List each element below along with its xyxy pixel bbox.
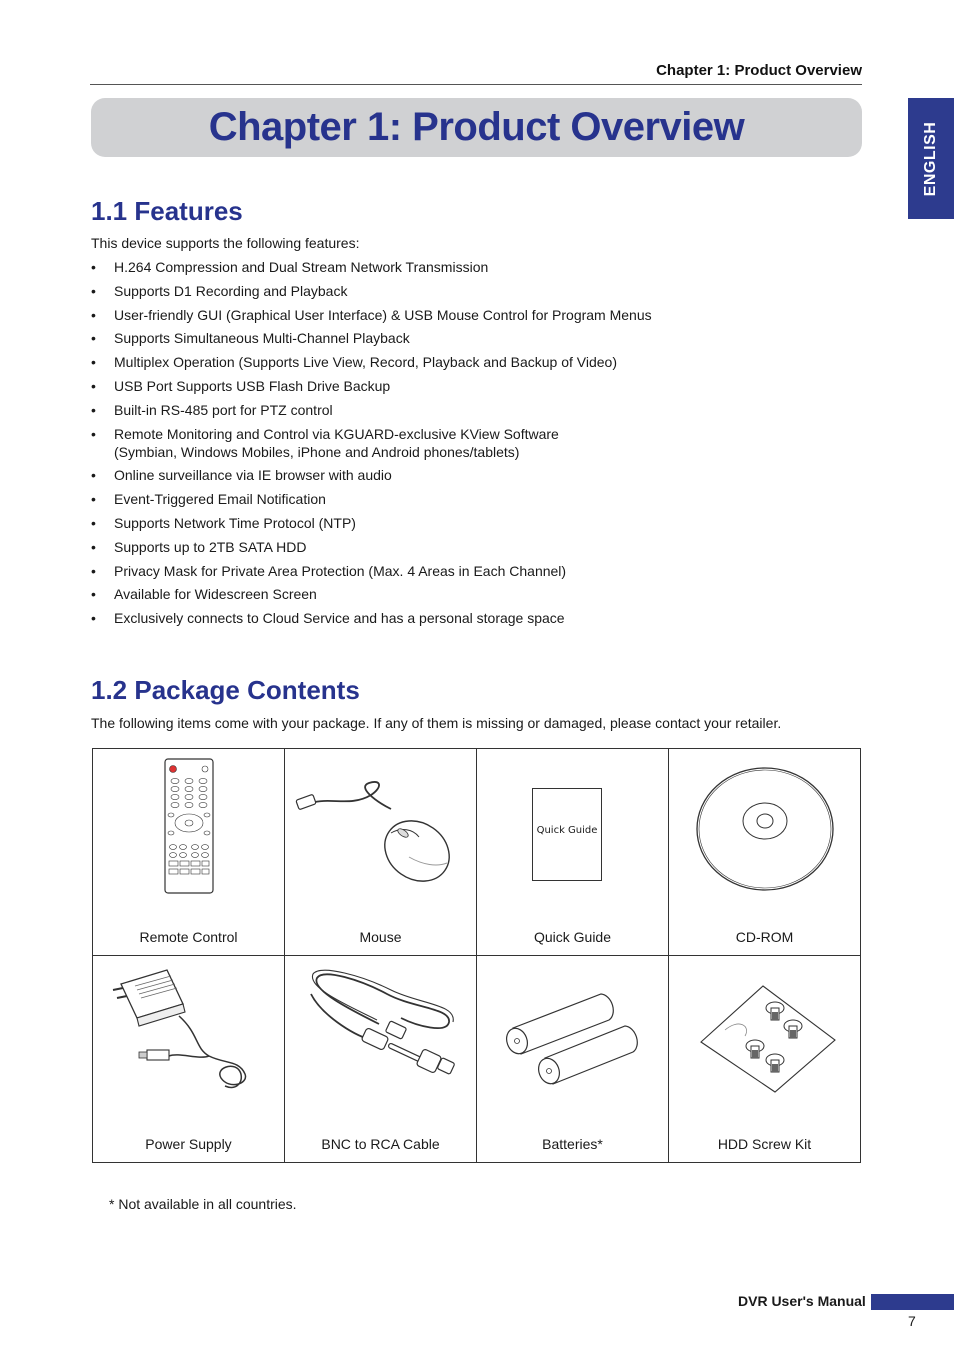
chapter-title: Chapter 1: Product Overview bbox=[208, 105, 745, 149]
running-header bbox=[90, 60, 862, 85]
list-item: • USB Port Supports USB Flash Drive Backup bbox=[91, 377, 871, 395]
package-item-mouse bbox=[285, 749, 477, 956]
running-header-title: Chapter 1: Product Overview bbox=[656, 62, 862, 79]
list-item: • Online surveillance via IE browser with audio bbox=[91, 466, 871, 484]
package-heading: 1.2 Package Contents bbox=[91, 675, 360, 705]
package-item-screw-kit bbox=[669, 956, 861, 1163]
language-tab-label: ENGLISH bbox=[922, 121, 939, 196]
page-number: 7 bbox=[908, 1313, 916, 1329]
package-contents-table bbox=[92, 748, 861, 1163]
footer-accent-bar bbox=[871, 1294, 954, 1310]
list-item: • Supports D1 Recording and Playback bbox=[91, 282, 871, 300]
cd-rom-icon bbox=[685, 757, 845, 897]
package-item-label: Mouse bbox=[359, 929, 402, 945]
list-item: • Supports Network Time Protocol (NTP) bbox=[91, 514, 871, 532]
quick-guide-icon bbox=[532, 788, 602, 881]
list-item: • Supports Simultaneous Multi-Channel Playback bbox=[91, 329, 871, 347]
power-supply-icon bbox=[99, 964, 279, 1104]
remote-control-icon bbox=[159, 757, 219, 895]
quick-guide-cover-text: Quick Guide bbox=[536, 825, 598, 836]
footer-manual-title: DVR User's Manual bbox=[738, 1293, 866, 1309]
feature-list bbox=[91, 258, 871, 633]
list-item: • Supports up to 2TB SATA HDD bbox=[91, 538, 871, 556]
features-intro: This device supports the following features: bbox=[91, 235, 360, 251]
list-item: • Remote Monitoring and Control via KGUARD-exclusive KView Software (Symbian, Windows Mobiles, iPhone and Android phones/tablets) bbox=[91, 425, 871, 461]
package-item-batteries bbox=[477, 956, 669, 1163]
package-item-label: Power Supply bbox=[145, 1136, 232, 1152]
package-item-label: Quick Guide bbox=[533, 929, 612, 945]
package-item-remote-control bbox=[93, 749, 285, 956]
package-item-label: HDD Screw Kit bbox=[717, 1136, 812, 1152]
package-item-power-supply bbox=[93, 956, 285, 1163]
package-item-cd-rom bbox=[669, 749, 861, 956]
package-item-label: Remote Control bbox=[139, 929, 238, 945]
footnote: * Not available in all countries. bbox=[109, 1196, 297, 1212]
bnc-cable-icon bbox=[291, 964, 471, 1104]
list-item: • Available for Widescreen Screen bbox=[91, 585, 871, 603]
package-item-quick-guide bbox=[477, 749, 669, 956]
mouse-icon bbox=[291, 757, 471, 897]
package-item-bnc-cable bbox=[285, 956, 477, 1163]
package-item-label: BNC to RCA Cable bbox=[321, 1136, 440, 1152]
list-item: • Multiplex Operation (Supports Live View, Record, Playback and Backup of Video) bbox=[91, 353, 871, 371]
list-item: • Privacy Mask for Private Area Protection (Max. 4 Areas in Each Channel) bbox=[91, 562, 871, 580]
screw-kit-icon bbox=[675, 964, 855, 1104]
package-intro: The following items come with your package. If any of them is missing or damaged, please contact your retailer. bbox=[91, 715, 782, 731]
list-item: • Built-in RS-485 port for PTZ control bbox=[91, 401, 871, 419]
features-heading: 1.1 Features bbox=[91, 196, 243, 226]
batteries-icon bbox=[483, 964, 663, 1104]
language-tab bbox=[908, 98, 954, 219]
list-item: • User-friendly GUI (Graphical User Interface) & USB Mouse Control for Program Menus bbox=[91, 306, 871, 324]
package-item-label: CD-ROM bbox=[735, 929, 794, 945]
package-item-label: Batteries* bbox=[542, 1136, 603, 1152]
list-item: • H.264 Compression and Dual Stream Network Transmission bbox=[91, 258, 871, 276]
chapter-title-bar bbox=[91, 98, 862, 157]
list-item: • Event-Triggered Email Notification bbox=[91, 490, 871, 508]
list-item: • Exclusively connects to Cloud Service and has a personal storage space bbox=[91, 609, 871, 627]
